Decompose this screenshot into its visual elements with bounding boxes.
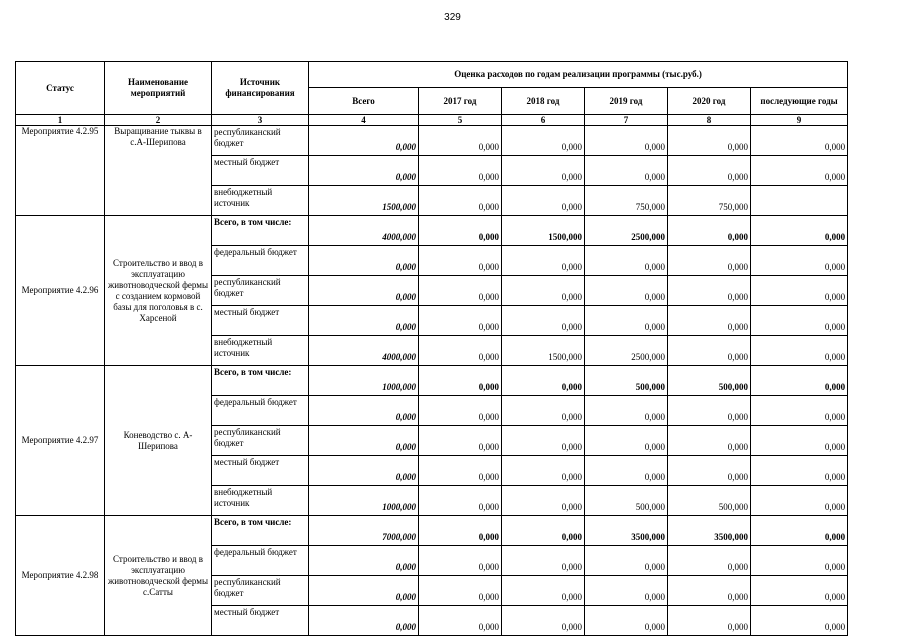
column-number: 9 xyxy=(751,115,848,126)
amount-total: 4000,000 xyxy=(309,336,419,366)
page-number: 329 xyxy=(444,12,461,23)
amount-cell: 0,000 xyxy=(751,486,848,516)
amount-cell: 0,000 xyxy=(585,606,668,636)
amount-cell: 0,000 xyxy=(419,306,502,336)
funding-source: местный бюджет xyxy=(212,156,309,186)
amount-cell: 0,000 xyxy=(751,366,848,396)
event-status: Мероприятие 4.2.96 xyxy=(16,216,105,366)
header-status: Статус xyxy=(16,62,105,115)
amount-cell: 0,000 xyxy=(668,546,751,576)
amount-cell: 0,000 xyxy=(668,426,751,456)
amount-cell: 2500,000 xyxy=(585,216,668,246)
funding-source: федеральный бюджет xyxy=(212,546,309,576)
amount-cell: 0,000 xyxy=(585,246,668,276)
amount-cell: 0,000 xyxy=(751,276,848,306)
amount-cell: 2500,000 xyxy=(585,336,668,366)
amount-cell: 1500,000 xyxy=(502,336,585,366)
column-number: 1 xyxy=(16,115,105,126)
amount-cell: 0,000 xyxy=(585,276,668,306)
amount-cell: 0,000 xyxy=(585,306,668,336)
amount-cell: 0,000 xyxy=(751,306,848,336)
column-number: 7 xyxy=(585,115,668,126)
amount-total: 0,000 xyxy=(309,396,419,426)
amount-cell: 0,000 xyxy=(668,126,751,156)
table-body xyxy=(16,126,848,636)
amount-total: 0,000 xyxy=(309,426,419,456)
amount-cell: 0,000 xyxy=(585,456,668,486)
amount-cell: 1500,000 xyxy=(502,216,585,246)
amount-cell: 0,000 xyxy=(585,426,668,456)
amount-cell: 0,000 xyxy=(502,276,585,306)
header-year-total: Всего xyxy=(309,88,419,115)
header-estimate: Оценка расходов по годам реализации программы (тыс.руб.) xyxy=(309,62,848,88)
funding-source: республиканский бюджет xyxy=(212,126,309,156)
amount-total: 0,000 xyxy=(309,126,419,156)
amount-cell: 500,000 xyxy=(585,486,668,516)
amount-cell: 0,000 xyxy=(502,366,585,396)
amount-cell: 0,000 xyxy=(419,246,502,276)
amount-cell: 0,000 xyxy=(419,576,502,606)
header-year-2017: 2017 год xyxy=(419,88,502,115)
amount-total: 0,000 xyxy=(309,576,419,606)
amount-total: 0,000 xyxy=(309,606,419,636)
amount-cell: 0,000 xyxy=(419,396,502,426)
amount-cell: 0,000 xyxy=(751,576,848,606)
amount-cell: 0,000 xyxy=(751,426,848,456)
amount-cell: 0,000 xyxy=(668,576,751,606)
column-number: 4 xyxy=(309,115,419,126)
funding-source: внебюджетный источник xyxy=(212,336,309,366)
amount-cell: 0,000 xyxy=(668,306,751,336)
table-row xyxy=(16,516,848,546)
amount-cell: 0,000 xyxy=(585,546,668,576)
table-row xyxy=(16,126,848,156)
amount-cell: 0,000 xyxy=(668,396,751,426)
amount-cell: 0,000 xyxy=(419,336,502,366)
amount-cell: 0,000 xyxy=(419,186,502,216)
amount-cell: 3500,000 xyxy=(668,516,751,546)
amount-cell: 0,000 xyxy=(751,216,848,246)
amount-cell: 0,000 xyxy=(419,216,502,246)
amount-cell: 0,000 xyxy=(751,396,848,426)
amount-cell: 0,000 xyxy=(502,546,585,576)
table-row xyxy=(16,216,848,246)
column-number: 3 xyxy=(212,115,309,126)
funding-source: республиканский бюджет xyxy=(212,426,309,456)
amount-cell: 0,000 xyxy=(668,456,751,486)
amount-cell: 0,000 xyxy=(502,576,585,606)
event-name: Выращивание тыквы в с.А-Шерипова xyxy=(105,126,212,216)
amount-total: 0,000 xyxy=(309,246,419,276)
header-name: Наименование мероприятий xyxy=(105,62,212,115)
event-name: Строительство и ввод в эксплуатацию животноводческой фермы с созданием кормовой базы для поголовья в с. Харсеной xyxy=(105,216,212,366)
amount-cell: 750,000 xyxy=(585,186,668,216)
amount-total: 0,000 xyxy=(309,546,419,576)
amount-cell: 0,000 xyxy=(751,606,848,636)
amount-cell: 3500,000 xyxy=(585,516,668,546)
amount-total: 1500,000 xyxy=(309,186,419,216)
funding-source: Всего, в том числе: xyxy=(212,216,309,246)
amount-cell: 0,000 xyxy=(502,306,585,336)
amount-cell: 0,000 xyxy=(419,516,502,546)
amount-cell: 0,000 xyxy=(419,156,502,186)
amount-cell: 0,000 xyxy=(668,246,751,276)
funding-source: федеральный бюджет xyxy=(212,396,309,426)
amount-total: 0,000 xyxy=(309,306,419,336)
amount-cell: 0,000 xyxy=(751,456,848,486)
amount-total: 1000,000 xyxy=(309,486,419,516)
header-year-2020: 2020 год xyxy=(668,88,751,115)
amount-cell: 0,000 xyxy=(419,276,502,306)
amount-cell: 0,000 xyxy=(502,456,585,486)
funding-source: местный бюджет xyxy=(212,606,309,636)
amount-cell: 0,000 xyxy=(585,396,668,426)
amount-cell: 0,000 xyxy=(751,336,848,366)
column-number: 8 xyxy=(668,115,751,126)
amount-cell: 0,000 xyxy=(502,186,585,216)
amount-cell: 0,000 xyxy=(751,126,848,156)
event-status: Мероприятие 4.2.95 xyxy=(16,126,105,216)
amount-cell: 0,000 xyxy=(502,126,585,156)
amount-cell: 500,000 xyxy=(585,366,668,396)
amount-cell xyxy=(751,186,848,216)
amount-cell: 0,000 xyxy=(668,336,751,366)
amount-cell: 0,000 xyxy=(751,156,848,186)
amount-cell: 0,000 xyxy=(419,546,502,576)
column-number: 2 xyxy=(105,115,212,126)
amount-cell: 0,000 xyxy=(668,216,751,246)
header-year-2019: 2019 год xyxy=(585,88,668,115)
amount-cell: 0,000 xyxy=(502,606,585,636)
funding-source: местный бюджет xyxy=(212,306,309,336)
amount-cell: 0,000 xyxy=(502,486,585,516)
amount-total: 0,000 xyxy=(309,276,419,306)
column-number: 6 xyxy=(502,115,585,126)
amount-cell: 0,000 xyxy=(502,246,585,276)
funding-source: Всего, в том числе: xyxy=(212,516,309,546)
amount-cell: 0,000 xyxy=(585,126,668,156)
amount-cell: 0,000 xyxy=(419,606,502,636)
funding-source: республиканский бюджет xyxy=(212,276,309,306)
header-year-later: последующие годы xyxy=(751,88,848,115)
amount-cell: 0,000 xyxy=(419,486,502,516)
expenses-table xyxy=(15,61,848,636)
amount-cell: 750,000 xyxy=(668,186,751,216)
funding-source: местный бюджет xyxy=(212,456,309,486)
event-name: Коневодство с. А-Шерипова xyxy=(105,366,212,516)
funding-source: Всего, в том числе: xyxy=(212,366,309,396)
event-status: Мероприятие 4.2.97 xyxy=(16,366,105,516)
amount-cell: 0,000 xyxy=(585,576,668,606)
event-status: Мероприятие 4.2.98 xyxy=(16,516,105,636)
funding-source: федеральный бюджет xyxy=(212,246,309,276)
amount-total: 4000,000 xyxy=(309,216,419,246)
amount-cell: 0,000 xyxy=(419,426,502,456)
amount-cell: 0,000 xyxy=(668,156,751,186)
header-year-2018: 2018 год xyxy=(502,88,585,115)
amount-total: 1000,000 xyxy=(309,366,419,396)
amount-cell: 0,000 xyxy=(668,276,751,306)
table-row xyxy=(16,366,848,396)
funding-source: внебюджетный источник xyxy=(212,486,309,516)
amount-cell: 0,000 xyxy=(419,456,502,486)
amount-cell: 0,000 xyxy=(502,426,585,456)
amount-total: 0,000 xyxy=(309,456,419,486)
amount-cell: 0,000 xyxy=(751,516,848,546)
header-source: Источник финансирования xyxy=(212,62,309,115)
funding-source: внебюджетный источник xyxy=(212,186,309,216)
amount-cell: 500,000 xyxy=(668,366,751,396)
amount-total: 0,000 xyxy=(309,156,419,186)
amount-cell: 0,000 xyxy=(751,246,848,276)
column-number: 5 xyxy=(419,115,502,126)
amount-cell: 0,000 xyxy=(585,156,668,186)
amount-cell: 0,000 xyxy=(751,546,848,576)
amount-cell: 0,000 xyxy=(502,156,585,186)
amount-cell: 0,000 xyxy=(419,366,502,396)
event-name: Строительство и ввод в эксплуатацию животноводческой фермы с.Сатты xyxy=(105,516,212,636)
amount-cell: 0,000 xyxy=(668,606,751,636)
amount-cell: 500,000 xyxy=(668,486,751,516)
amount-cell: 0,000 xyxy=(502,516,585,546)
amount-total: 7000,000 xyxy=(309,516,419,546)
amount-cell: 0,000 xyxy=(419,126,502,156)
amount-cell: 0,000 xyxy=(502,396,585,426)
funding-source: республиканский бюджет xyxy=(212,576,309,606)
